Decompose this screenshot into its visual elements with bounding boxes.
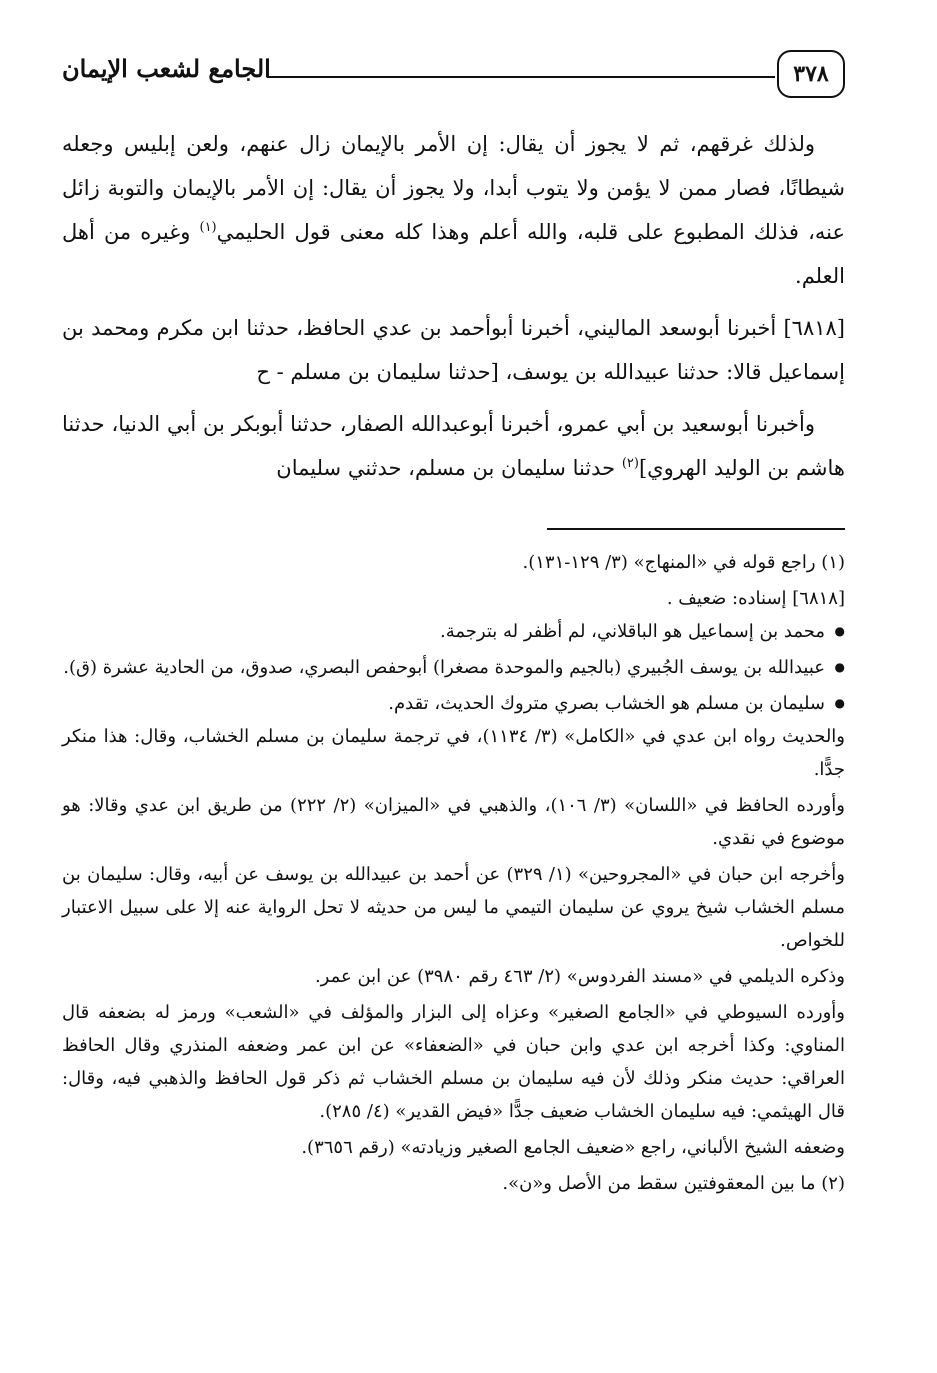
paragraph-3-text-end: حدثنا سليمان بن مسلم، حدثني سليمان xyxy=(276,456,622,480)
paragraph-3 xyxy=(62,402,845,490)
main-text xyxy=(62,122,845,490)
paragraph-1-text-end: وغيره من أهل العلم. xyxy=(62,220,845,288)
narrator-item: ● سليمان بن مسلم هو الخشاب بصري متروك الحديث، تقدم. xyxy=(62,687,845,720)
takhrij-majruhin: وأخرجه ابن حبان في «المجروحين» (١/ ٣٢٩) عن أحمد بن عبيدالله بن يوسف عن أبيه، وقال: سليمان بن مسلم الخشاب شيخ يروي عن سليمان التيمي ما ليس من حديثه لا تحل الرواية عنه إلا على سبيل الاعتبار للخواص. xyxy=(62,864,845,951)
page-number: ٣٧٨ xyxy=(777,50,845,98)
book-title: الجامع لشعب الإيمان xyxy=(62,54,271,83)
header-rule xyxy=(267,76,775,78)
paragraph-1-text: ولذلك غرقهم، ثم لا يجوز أن يقال: إن الأمر بالإيمان زال عنهم، ولعن إبليس وجعله شيطانًا، فصار ممن لا يؤمن ولا يتوب أبدا، ولا يجوز أن يقال: إن الأمر بالإيمان والتوبة زائل عنه، فذلك المطبوع على قلبه، والله أعلم وهذا كله معنى قول الحليمي xyxy=(62,132,845,244)
footnote-2: (٢) ما بين المعقوفتين سقط من الأصل و«ن». xyxy=(502,1173,845,1194)
isnad-grade: [٦٨١٨] إسناده: ضعيف . xyxy=(666,588,845,609)
takhrij-kamil: والحديث رواه ابن عدي في «الكامل» (٣/ ١١٣٤)، في ترجمة سليمان بن مسلم الخشاب، وقال: هذا منكر جدًّا. xyxy=(62,726,845,780)
narrator-item: ● عبيدالله بن يوسف الجُبيري (بالجيم والموحدة مصغرا) أبوحفص البصري، صدوق، من الحادية عشرة (ق). xyxy=(62,651,845,684)
footnote-1: (١) راجع قوله في «المنهاج» (٣/ ١٢٩-١٣١). xyxy=(522,552,845,573)
hadith-6818: [٦٨١٨] أخبرنا أبوسعد الماليني، أخبرنا أبوأحمد بن عدي الحافظ، حدثنا ابن مكرم ومحمد بن إسماعيل قالا: حدثنا عبيدالله بن يوسف، [حدثنا سليمان بن مسلم - ح xyxy=(62,316,845,384)
narrator-list xyxy=(62,615,845,720)
takhrij-firdaws: وذكره الديلمي في «مسند الفردوس» (٢/ ٤٦٣ رقم ٣٩٨٠) عن ابن عمر. xyxy=(314,966,845,987)
narrator-item: ● محمد بن إسماعيل هو الباقلاني، لم أظفر له بترجمة. xyxy=(62,615,845,648)
takhrij-suyuti: وأورده السيوطي في «الجامع الصغير» وعزاه إلى البزار والمؤلف في «الشعب» ورمز له بضعفه قال المناوي: وكذا أخرجه ابن عدي وابن حبان في «الضعفاء» عن ابن عمر وضعفه المنذري وقال الحافظ العراقي: حديث منكر وذلك لأن فيه سليمان بن مسلم الخشاب ثم ذكر قول الحافظ والذهبي فيه، وقال: قال الهيثمي: فيه سليمان الخشاب ضعيف جدًّا «فيض القدير» (٤/ ٢٨٥). xyxy=(62,1002,845,1122)
page-header xyxy=(62,50,845,96)
footnote-ref-1: (١) xyxy=(199,220,217,235)
takhrij-albani: وضعفه الشيخ الألباني، راجع «ضعيف الجامع الصغير وزيادته» (رقم ٣٦٥٦). xyxy=(301,1137,845,1158)
paragraph-3-text: وأخبرنا أبوسعيد بن أبي عمرو، أخبرنا أبوعبدالله الصفار، حدثنا أبوبكر بن أبي الدنيا، حدثنا هاشم بن الوليد الهروي] xyxy=(62,412,845,480)
takhrij-lisan: وأورده الحافظ في «اللسان» (٣/ ١٠٦)، والذهبي في «الميزان» (٢/ ٢٢٢) من طريق ابن عدي وقالا: هو موضوع في نقدي. xyxy=(62,795,846,849)
footnotes xyxy=(62,546,845,1200)
footnote-separator xyxy=(547,528,845,530)
footnote-ref-2: (٢) xyxy=(621,456,639,471)
paragraph-1 xyxy=(62,122,845,298)
